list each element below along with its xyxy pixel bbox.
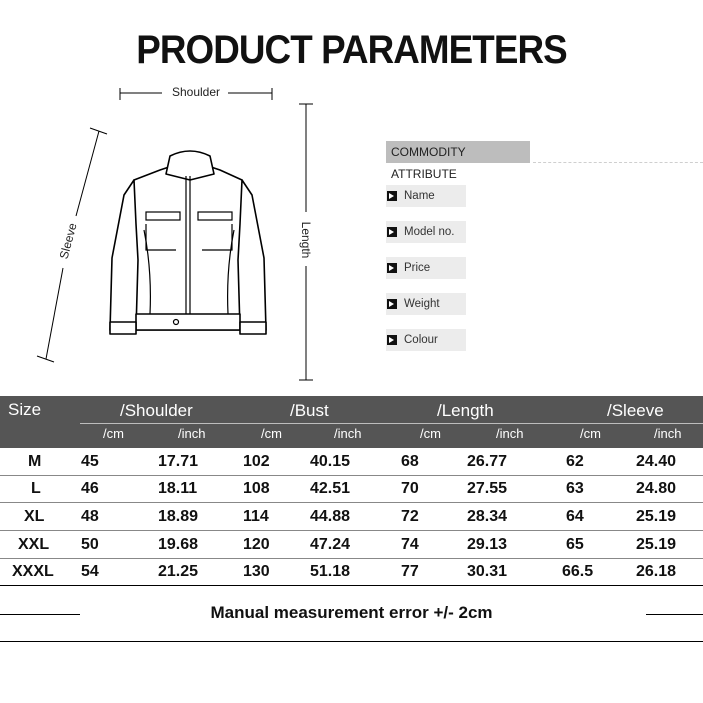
row-divider (0, 502, 703, 503)
unit-inch: /inch (654, 426, 682, 441)
value-cell: 27.55 (467, 480, 508, 497)
table-row (0, 504, 703, 531)
value-cell: 42.51 (310, 480, 351, 497)
bust-column-header: /Bust (290, 401, 329, 420)
table-row (0, 532, 703, 559)
value-cell: 17.71 (158, 453, 199, 470)
value-cell: 50 (81, 536, 99, 553)
unit-inch: /inch (178, 426, 206, 441)
value-cell: 63 (566, 480, 584, 497)
unit-cm: /cm (420, 426, 441, 441)
length-label: Length (299, 221, 313, 259)
size-cell: XXXL (12, 563, 54, 580)
jacket-illustration (0, 70, 340, 390)
value-cell: 18.89 (158, 508, 199, 525)
commodity-attribute-header: COMMODITY ATTRIBUTE (386, 141, 530, 163)
header-divider (80, 423, 703, 424)
arrow-right-icon (387, 299, 397, 309)
arrow-right-icon (387, 191, 397, 201)
value-cell: 66.5 (562, 563, 594, 580)
arrow-right-icon (387, 263, 397, 273)
attribute-weight: Weight (386, 293, 466, 315)
value-cell: 70 (401, 480, 419, 497)
attribute-price: Price (386, 257, 466, 279)
row-divider (0, 530, 703, 531)
value-cell: 68 (401, 453, 419, 470)
value-cell: 21.25 (158, 563, 199, 580)
size-cell: XXL (18, 536, 50, 553)
value-cell: 24.80 (636, 480, 677, 497)
value-cell: 26.77 (467, 453, 508, 470)
value-cell: 77 (401, 563, 419, 580)
value-cell: 40.15 (310, 453, 351, 470)
attribute-name: Name (386, 185, 466, 207)
value-cell: 51.18 (310, 563, 351, 580)
value-cell: 25.19 (636, 508, 677, 525)
arrow-right-icon (387, 227, 397, 237)
size-column-header: Size (8, 400, 42, 419)
value-cell: 130 (243, 563, 270, 580)
attribute-model-no: Model no. (386, 221, 466, 243)
sleeve-column-header: /Sleeve (607, 401, 664, 420)
value-cell: 44.88 (310, 508, 351, 525)
shoulder-column-header: /Shoulder (120, 401, 193, 420)
value-cell: 102 (243, 453, 270, 470)
row-divider (0, 585, 703, 586)
unit-cm: /cm (580, 426, 601, 441)
length-column-header: /Length (437, 401, 494, 420)
page-title: PRODUCT PARAMETERS (136, 28, 567, 72)
size-table-header (0, 396, 703, 448)
value-cell: 120 (243, 536, 270, 553)
attribute-colour: Colour (386, 329, 466, 351)
size-cell: L (31, 480, 41, 497)
value-cell: 72 (401, 508, 419, 525)
unit-inch: /inch (496, 426, 524, 441)
attribute-divider (533, 162, 703, 163)
unit-cm: /cm (103, 426, 124, 441)
value-cell: 48 (81, 508, 99, 525)
value-cell: 47.24 (310, 536, 351, 553)
shoulder-label: Shoulder (171, 85, 221, 99)
value-cell: 65 (566, 536, 584, 553)
value-cell: 74 (401, 536, 419, 553)
value-cell: 114 (243, 508, 269, 525)
value-cell: 62 (566, 453, 584, 470)
sleeve-label: Sleeve (56, 221, 80, 261)
table-row (0, 476, 703, 503)
value-cell: 30.31 (467, 563, 508, 580)
size-cell: XL (24, 508, 45, 525)
value-cell: 29.13 (467, 536, 508, 553)
measurement-note: Manual measurement error +/- 2cm (210, 603, 493, 622)
arrow-right-icon (387, 335, 397, 345)
unit-cm: /cm (261, 426, 282, 441)
value-cell: 26.18 (636, 563, 677, 580)
value-cell: 24.40 (636, 453, 677, 470)
value-cell: 46 (81, 480, 99, 497)
size-cell: M (28, 453, 42, 470)
value-cell: 19.68 (158, 536, 199, 553)
bottom-rule (0, 641, 703, 642)
table-row (0, 449, 703, 476)
unit-inch: /inch (334, 426, 362, 441)
value-cell: 108 (243, 480, 270, 497)
value-cell: 25.19 (636, 536, 677, 553)
value-cell: 54 (81, 563, 99, 580)
table-row (0, 559, 703, 586)
value-cell: 18.11 (158, 480, 198, 497)
value-cell: 28.34 (467, 508, 508, 525)
value-cell: 45 (81, 453, 99, 470)
value-cell: 64 (566, 508, 584, 525)
